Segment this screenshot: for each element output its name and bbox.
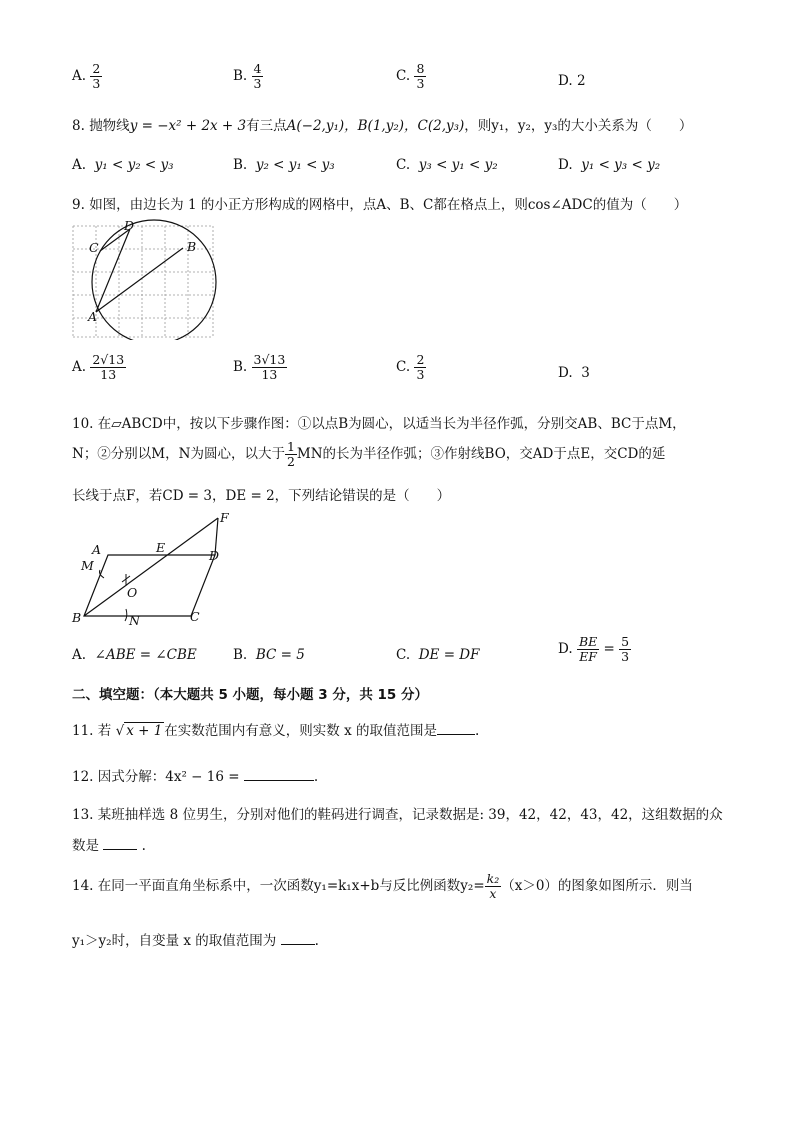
- q9-option-d[interactable]: D. 3: [558, 365, 590, 381]
- point-o-label: O: [127, 585, 138, 600]
- q9-figure: [70, 218, 220, 340]
- q12: 12. 因式分解：4x² − 16 = .: [72, 769, 319, 785]
- q10-option-a[interactable]: A. ∠ABE = ∠CBE: [72, 647, 197, 663]
- point-c-label: C: [89, 240, 99, 255]
- q10-line-3: 长线于点F，若CD = 3，DE = 2，下列结论错误的是（ ）: [72, 488, 451, 504]
- section-2-title: 二、填空题：（本大题共 5 小题，每小题 3 分，共 15 分）: [72, 687, 429, 703]
- answer-blank[interactable]: [281, 932, 315, 945]
- q7-option-a[interactable]: A. $\frac{2}{3}$: [72, 61, 101, 91]
- fraction: $\frac{4}{3}$: [253, 61, 262, 91]
- point-m-label: M: [81, 558, 94, 573]
- q8-option-b[interactable]: B. y₂ < y₁ < y₃: [233, 157, 335, 173]
- fraction: $\frac{BE}{EF}$: [578, 634, 598, 664]
- point-b-label: B: [187, 239, 197, 254]
- q9-stem: 9. 如图，由边长为 1 的小正方形构成的网格中，点A、B、C都在格点上，则cos∠ADC的值为（ ）: [72, 197, 688, 213]
- q8-option-d[interactable]: D. y₁ < y₃ < y₂: [558, 157, 661, 173]
- q9-option-c[interactable]: C. $\frac{2}{3}$: [396, 352, 425, 382]
- fraction: $\frac{2}{3}$: [92, 61, 101, 91]
- point-d-label: D: [209, 548, 220, 563]
- point-c-label: C: [190, 609, 200, 624]
- fraction: $\frac{8}{3}$: [416, 61, 425, 91]
- q10-line-2: N；②分别以M，N为圆心，以大于 $\frac{1}{2}$ MN的长为半径作弧；③作射线BO，交AD于点E，交CD的延: [72, 439, 666, 469]
- point-n-label: N: [129, 613, 140, 628]
- q10-option-c[interactable]: C. DE = DF: [396, 647, 480, 663]
- answer-blank[interactable]: [437, 722, 475, 735]
- q10-option-d[interactable]: D. $\frac{BE}{EF}$ = $\frac{5}{3}$: [558, 634, 630, 664]
- q7-option-b[interactable]: B. $\frac{4}{3}$: [233, 61, 262, 91]
- arc-n: [125, 609, 127, 621]
- point-a-label: A: [88, 309, 98, 324]
- ray-bo: [84, 518, 218, 616]
- point-f-label: F: [220, 510, 229, 525]
- q9-option-a[interactable]: A. $\frac{2√13}{13}$: [72, 352, 125, 382]
- fraction: $\frac{5}{3}$: [621, 634, 630, 664]
- answer-blank[interactable]: [244, 768, 314, 781]
- point-a-label: A: [92, 542, 102, 557]
- q7-option-c[interactable]: C. $\frac{8}{3}$: [396, 61, 425, 91]
- point-e-label: E: [156, 540, 166, 555]
- fraction: $\frac{2}{3}$: [416, 352, 425, 382]
- answer-blank[interactable]: [103, 837, 137, 850]
- q13-line-1: 13. 某班抽样选 8 位男生，分别对他们的鞋码进行调查，记录数据是: 39，42，42，43，42，这组数据的众: [72, 807, 723, 823]
- q8-option-c[interactable]: C. y₃ < y₁ < y₂: [396, 157, 498, 173]
- fraction: $\frac{3√13}{13}$: [253, 352, 286, 382]
- q13-line-2: 数是 .: [72, 838, 146, 854]
- fraction: $\frac{1}{2}$: [286, 439, 295, 469]
- q8-stem: 8. 抛物线y = −x² + 2x + 3有三点A(−2,y₁)，B(1,y₂)，C(2,y₃)，则y₁，y₂，y₃的大小关系为（ ）: [72, 118, 693, 134]
- q14-line-1: 14. 在同一平面直角坐标系中，一次函数y₁=k₁x+b与反比例函数y₂= $\frac{\text{k₂}}{x}$ （x＞0）的图象如图所示．则当: [72, 871, 693, 901]
- circle: [92, 220, 216, 340]
- q10-option-b[interactable]: B. BC = 5: [233, 647, 305, 663]
- parallelogram-abcd: [84, 555, 215, 616]
- fraction: $\frac{\text{k₂}}{x}$: [486, 871, 500, 901]
- q10-line-1: 10. 在▱ABCD中，按以下步骤作图：①以点B为圆心，以适当长为半径作弧，分别交AB、BC于点M，: [72, 416, 686, 432]
- q11: 11. 若 √ x + 1 在实数范围内有意义，则实数 x 的取值范围是 .: [72, 723, 480, 739]
- q10-figure: [70, 508, 250, 634]
- q8-option-a[interactable]: A. y₁ < y₂ < y₃: [72, 157, 174, 173]
- fraction: $\frac{2√13}{13}$: [92, 352, 125, 382]
- point-b-label: B: [72, 610, 82, 625]
- point-d-label: D: [124, 218, 135, 233]
- q7-option-d[interactable]: D. 2: [558, 73, 586, 89]
- q14-line-2: y₁＞y₂时，自变量 x 的取值范围为 .: [72, 933, 319, 949]
- q9-option-b[interactable]: B. $\frac{3√13}{13}$: [233, 352, 286, 382]
- sqrt-symbol: √: [115, 723, 125, 739]
